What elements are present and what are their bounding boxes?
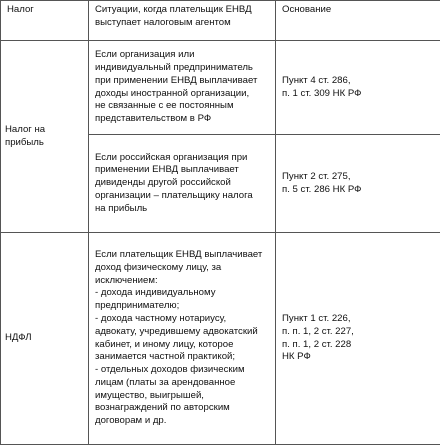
table-header-row — [1, 1, 440, 41]
situation-line: занимается частной практикой; — [95, 351, 236, 363]
situation-cell — [89, 233, 276, 445]
situation-line: индивидуальный предприниматель — [95, 61, 253, 73]
situation-line: лицам (платы за арендованное — [95, 376, 236, 388]
situation-line: Если плательщик ЕНВД выплачивает — [95, 248, 263, 260]
situation-line: - дохода индивидуальному — [95, 287, 216, 299]
basis-line: п. п. 1, 2 ст. 227, — [282, 325, 354, 337]
situation-line: договорам и др. — [95, 415, 167, 427]
situation-line: применении ЕНВД выплачивает — [95, 164, 239, 176]
basis-line: п. п. 1, 2 ст. 228 — [282, 338, 352, 350]
table-row — [1, 233, 440, 445]
header-situation-line: выступает налоговым агентом — [95, 16, 231, 28]
header-situation — [89, 1, 276, 41]
basis-line: НК РФ — [282, 351, 311, 363]
header-tax: Налог — [1, 1, 89, 41]
tax-cell-profit: Налог на прибыль — [1, 41, 89, 233]
header-situation-line: Ситуации, когда плательщик ЕНВД — [95, 4, 252, 15]
table-row — [1, 41, 440, 135]
situation-line: вознаграждений по авторским — [95, 402, 230, 414]
basis-line: п. 1 ст. 309 НК РФ — [282, 87, 362, 99]
tax-cell-ndfl: НДФЛ — [1, 233, 89, 445]
basis-line: Пункт 1 ст. 226, — [282, 312, 351, 324]
situation-line: предпринимателю; — [95, 300, 180, 312]
situation-line: Если российская организация при — [95, 151, 248, 163]
basis-line: Пункт 4 ст. 286, — [282, 74, 351, 86]
basis-cell — [276, 135, 440, 233]
basis-cell — [276, 233, 440, 445]
situation-line: не связанные с ее постоянным — [95, 100, 234, 112]
situation-line: имущество, выигрышей, — [95, 389, 204, 401]
situation-cell — [89, 135, 276, 233]
situation-line: исключением: — [95, 274, 158, 286]
situation-line: - дохода частному нотариусу, — [95, 312, 227, 324]
situation-line: представительством в РФ — [95, 113, 212, 125]
basis-line: п. 5 ст. 286 НК РФ — [282, 183, 362, 195]
situation-line: доходы иностранной организации, — [95, 87, 250, 99]
situation-line: Если организация или — [95, 49, 195, 61]
basis-line: Пункт 2 ст. 275, — [282, 170, 351, 182]
situation-line: адвокату, учредившему адвокатский — [95, 325, 258, 337]
basis-cell — [276, 41, 440, 135]
situation-line: - отдельных доходов физическим — [95, 364, 245, 376]
situation-cell — [89, 41, 276, 135]
situation-line: на прибыль — [95, 202, 148, 214]
situation-line: при применении ЕНВД выплачивает — [95, 74, 258, 86]
situation-line: дивиденды другой российской — [95, 177, 231, 189]
situation-line: организации – плательщику налога — [95, 189, 253, 201]
situation-line: кабинет, и иному лицу, которое — [95, 338, 234, 350]
situation-line: доход физическому лицу, за — [95, 261, 222, 273]
header-basis: Основание — [276, 1, 440, 41]
